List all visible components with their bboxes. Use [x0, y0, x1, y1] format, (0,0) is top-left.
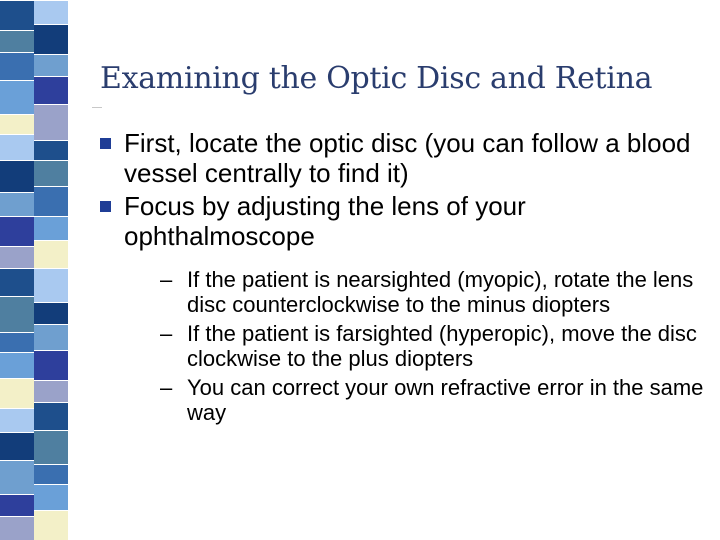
- band-cell: [0, 0, 34, 30]
- band-cell: [34, 0, 68, 24]
- band-cell: [34, 54, 68, 76]
- band-cell: [0, 52, 34, 80]
- band-cell: [0, 134, 34, 160]
- band-cell: [0, 216, 34, 246]
- band-cell: [0, 268, 34, 296]
- band-cell: [0, 246, 34, 268]
- band-cell: [34, 76, 68, 104]
- sub-bullet-text: If the patient is nearsighted (myopic), rotate the lens disc counterclockwise to the minus diopters: [187, 267, 694, 317]
- slide-content: [100, 128, 710, 429]
- band-cell: [34, 302, 68, 324]
- sub-bullet-item: [130, 375, 710, 425]
- band-cell: [34, 464, 68, 484]
- band-cell: [34, 380, 68, 402]
- decorative-color-band: [0, 0, 68, 540]
- band-cell: [0, 80, 34, 114]
- band-cell: [34, 324, 68, 350]
- band-cell: [34, 510, 68, 540]
- band-cell: [0, 432, 34, 460]
- band-cell: [34, 140, 68, 160]
- band-cell: [0, 460, 34, 494]
- band-cell: [34, 104, 68, 140]
- band-cell: [34, 350, 68, 380]
- bullet-item: [100, 191, 710, 251]
- band-cell: [34, 186, 68, 216]
- band-cell: [0, 192, 34, 216]
- band-cell: [34, 268, 68, 302]
- band-column-left: [0, 0, 34, 540]
- band-cell: [34, 216, 68, 240]
- band-cell: [0, 408, 34, 432]
- square-bullet-icon: [100, 201, 111, 212]
- sub-bullet-item: [130, 321, 710, 371]
- bullet-text: First, locate the optic disc (you can follow a blood vessel centrally to find it): [124, 128, 691, 188]
- band-cell: [0, 378, 34, 408]
- band-cell: [0, 352, 34, 378]
- bullet-item: [100, 128, 710, 188]
- sub-bullet-item: [130, 267, 710, 317]
- band-cell: [0, 160, 34, 192]
- dash-marker: –: [160, 267, 173, 292]
- dash-marker: –: [160, 321, 173, 346]
- band-cell: [34, 430, 68, 464]
- band-cell: [0, 296, 34, 332]
- band-cell: [0, 332, 34, 352]
- band-column-right: [34, 0, 68, 540]
- band-cell: [0, 30, 34, 52]
- band-cell: [34, 402, 68, 430]
- band-cell: [0, 114, 34, 134]
- sub-bullet-list: [100, 267, 710, 425]
- square-bullet-icon: [100, 138, 111, 149]
- band-cell: [0, 494, 34, 516]
- band-cell: [34, 240, 68, 268]
- band-cell: [34, 484, 68, 510]
- band-cell: [34, 24, 68, 54]
- title-rule: [92, 107, 102, 108]
- bullet-text: Focus by adjusting the lens of your ophthalmoscope: [124, 191, 526, 251]
- sub-bullet-text: You can correct your own refractive error in the same way: [187, 375, 704, 425]
- band-cell: [34, 160, 68, 186]
- dash-marker: –: [160, 375, 173, 400]
- band-cell: [0, 516, 34, 540]
- sub-bullet-text: If the patient is farsighted (hyperopic), move the disc clockwise to the plus diopters: [187, 321, 697, 371]
- slide-title: Examining the Optic Disc and Retina: [100, 61, 653, 96]
